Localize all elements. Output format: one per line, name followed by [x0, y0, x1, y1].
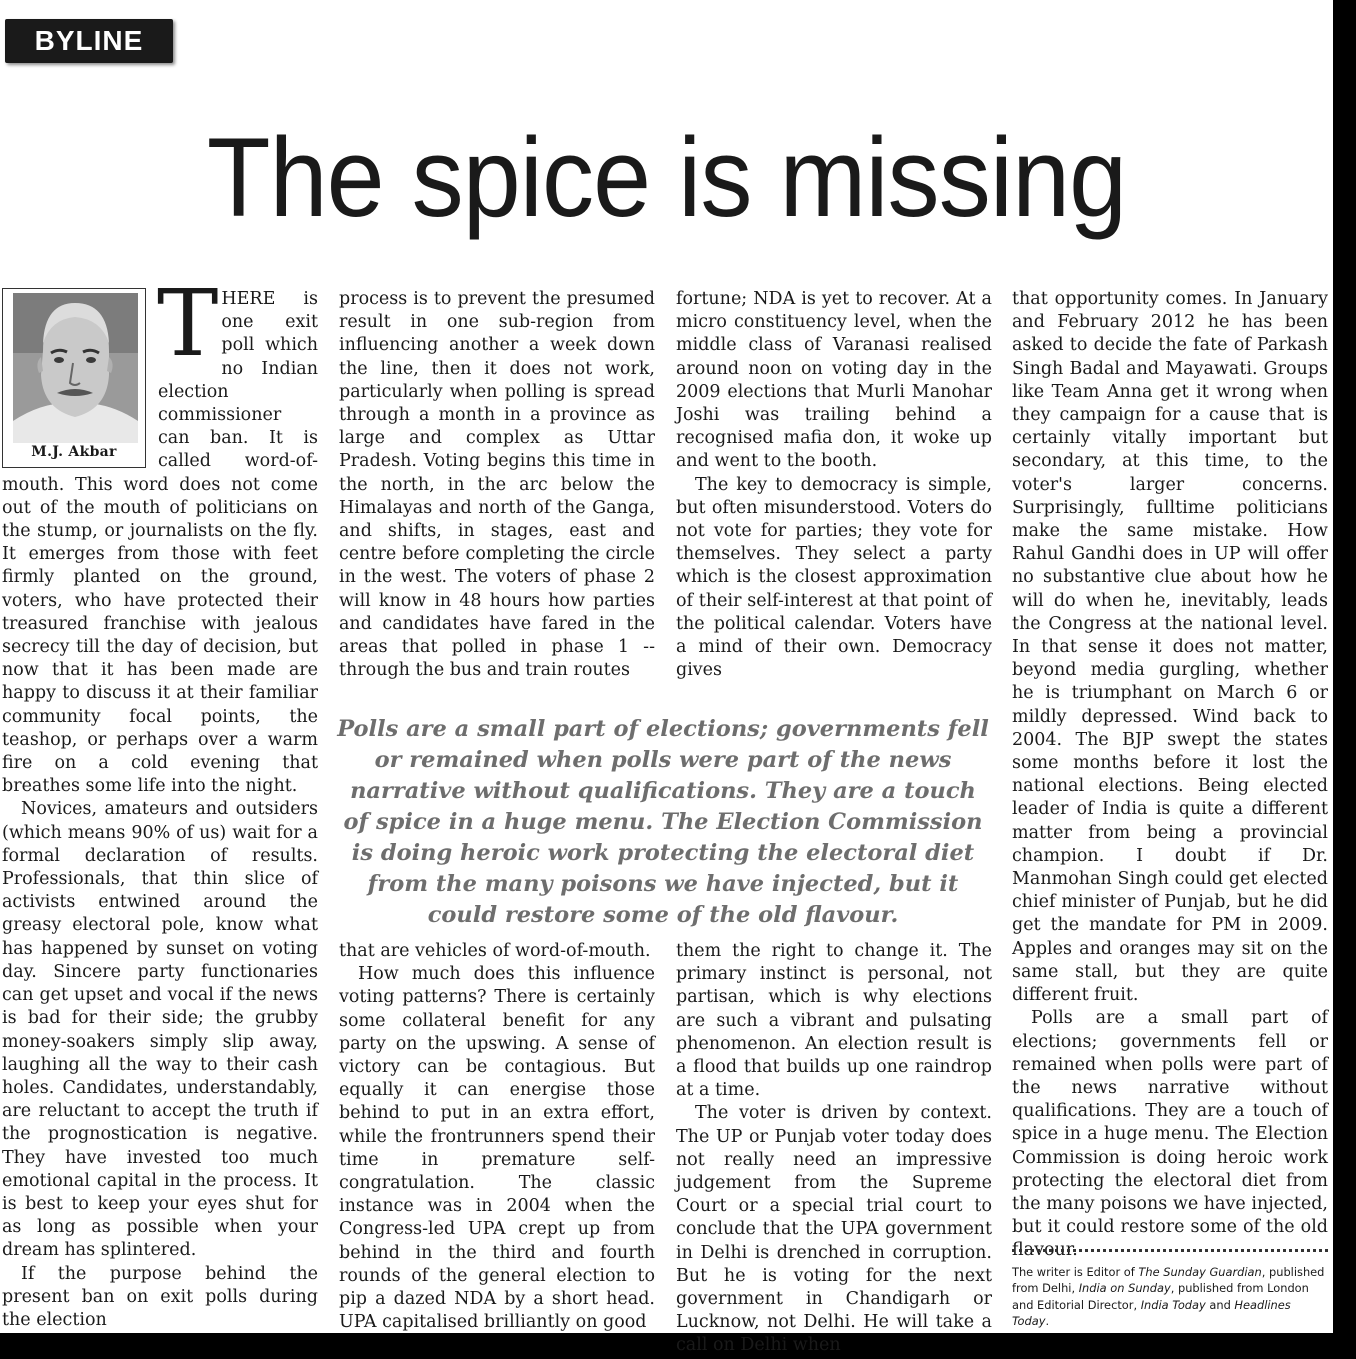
paragraph: The voter is driven by context. The UP or Punjab voter today does not really need an impressive judgement from the Supreme Court or a special trial court to conclude that the UPA government in Delhi is drenched in corruption. But he is voting for the next government in Chandigarh or Lucknow, not Delhi. He will take a call on Delhi when — [676, 1103, 992, 1356]
section-tag: BYLINE — [5, 19, 173, 63]
article-column-3-top — [676, 288, 992, 684]
author-bio — [1012, 1264, 1330, 1329]
paragraph: that opportunity comes. In January and February 2012 he has been asked to decide the fate of Parkash Singh Badal and Mayawati. Groups like Team Anna get it wrong when they campaign for a cause that is certainly vitally important but secondary, at this time, to the voter's larger concerns. Surprisingly, fulltime politicians make the same mistake. How Rahul Gandhi does in UP will offer no substantive clue about how he will do when he, inevitably, leads the Congress at the national level. In that sense it does not matter, beyond media gurgling, whether he is triumphant on March 6 or mildly depressed. Wind back to 2004. The BJP swept the states some months before it lost the national elections. Being elected leader of India is quite a different matter from being a provincial champion. I doubt if Dr. Manmohan Singh could get elected chief minister of Punjab, but he did get the mandate for PM in 2009. Apples and oranges may sit on the same stall, but they are quite different fruit. — [1012, 289, 1328, 1006]
paragraph: Polls are a small part of elections; governments fell or remained when polls were part of the news narrative without qualifications. They are a touch of spice in a huge menu. The Election Commission is doing heroic work protecting the electoral diet from the many poisons we have injected, but it could restore some of the old flavour. — [1012, 1008, 1328, 1261]
author-portrait — [13, 293, 138, 443]
paragraph: If the purpose behind the present ban on exit polls during the election — [2, 1263, 318, 1330]
bio-publication: India on Sunday — [1078, 1281, 1171, 1296]
article-column-1 — [2, 270, 318, 1332]
paragraph: fortune; NDA is yet to recover. At a micro constituency level, when the middle class of Varanasi realised around noon on voting day in the 2009 elections that Murli Manohar Joshi was trailing behind a recognised mafia don, it woke up and went to the booth. — [676, 289, 992, 472]
author-name: M.J. Akbar — [31, 443, 117, 460]
bio-publication: India Today — [1140, 1297, 1206, 1312]
article-column-2-bottom — [339, 940, 655, 1332]
paragraph: The key to democracy is simple, but often misunderstood. Voters do not vote for parties; they vote for themselves. They select a party which is the closest approximation of their self-interest at that point of the political calendar. Voters have a mind of their own. Democracy gives — [676, 474, 992, 681]
paragraph: process is to prevent the presumed result in one sub-region from influencing another a week down the line, then it does not work, particularly when polling is spread through a month in a province as large and complex as Uttar Pradesh. Voting begins this time in the north, in the arc below the Himalayas and north of the Ganga, and shifts, in stages, east and centre before completing the circle in the west. The voters of phase 2 will know in 48 hours how parties and candidates have fared in the areas that polled in phase 1 -- through the bus and train routes — [339, 289, 655, 681]
paragraph: How much does this influence voting patterns? There is certainly some collateral benefit for any party on the upswing. A sense of victory can be contagious. But equally it can energise those behind to put in an extra effort, while the frontrunners spend their time in premature self-congratulation. The classic instance was in 2004 when the Congress-led UPA crept up from behind in the third and fourth rounds of the general election to pip a dazed NDA by a short head. UPA capitalised brilliantly on good — [339, 964, 655, 1333]
article-column-3-bottom — [676, 940, 992, 1356]
paragraph: HERE is one exit poll which no Indian election commissioner can ban. It is called word-of-mouth. This word does not come out of the mouth of politicians on the stump, or journalists on the fly. It emerges from those with feet firmly planted on the ground, voters, who have protected their treasured franchise with jealous secrecy till the day of decision, but now that it has been made are happy to discuss it at their familiar community focal points, the teashop, or perhaps over a warm fire on a cold evening that breathes some life into the night. — [2, 289, 318, 797]
paragraph: that are vehicles of word-of-mouth. — [339, 941, 651, 961]
drop-cap: T — [157, 270, 219, 377]
bio-publication: The Sunday Guardian — [1138, 1265, 1262, 1279]
bio-text: The writer is Editor of — [1012, 1265, 1139, 1279]
bio-text: , published from Delhi, — [1012, 1265, 1325, 1296]
article-column-4 — [1012, 288, 1328, 1261]
headline: The spice is missing — [206, 115, 1127, 240]
bio-text: and — [1205, 1297, 1235, 1312]
article-column-2-top — [339, 288, 655, 684]
dotted-divider — [1012, 1249, 1328, 1252]
paragraph: Novices, amateurs and outsiders (which means 90% of us) wait for a formal declaration of results. Professionals, that thin slice of activists entwined around the greasy electoral pole, know what has happened by sunset on voting day. Sincere party functionaries can get upset and vocal if the news is bad for their side; the grubby money-soakers simply slip away, laughing all the way to their cash holes. Candidates, understandably, are reluctant to accept the truth if the prognostication is negative. They have invested too much emotional capital in the process. It is best to keep your eyes shut for as long as possible when your dream has splintered. — [2, 799, 318, 1261]
bio-text: , published from London and Editorial Director, — [1012, 1281, 1309, 1312]
bio-publication: Headlines Today — [1012, 1297, 1291, 1328]
pull-quote: Polls are a small part of elections; governments fell or remained when polls were part of the news narrative without qualifications. They are a touch of spice in a huge menu. The Election Commission is doing heroic work protecting the electoral diet from the many poisons we have injected, but it could restore some of the old flavour. — [337, 716, 989, 928]
author-box — [2, 288, 146, 468]
paragraph: them the right to change it. The primary instinct is personal, not partisan, which is why elections are such a vibrant and pulsating phenomenon. An election result is a flood that builds up one raindrop at a time. — [676, 941, 992, 1101]
bio-text: . — [1045, 1313, 1050, 1328]
